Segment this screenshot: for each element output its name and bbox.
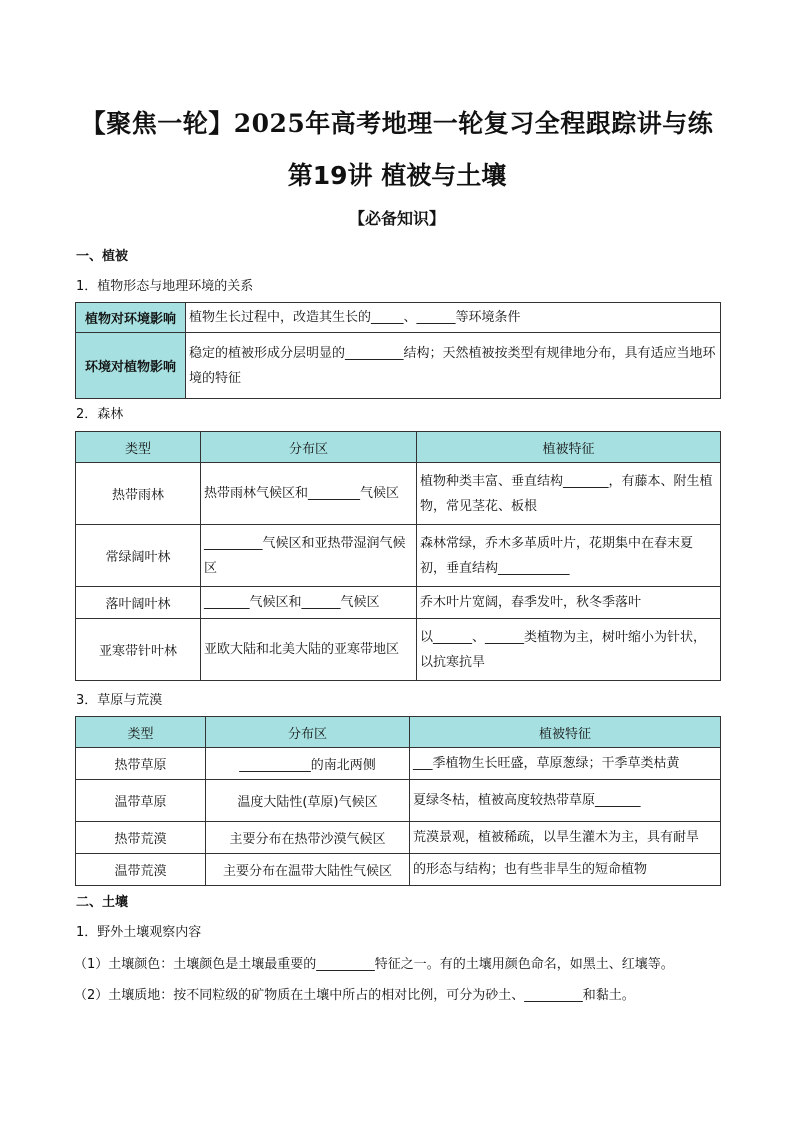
row-content: 植物生长过程中，改造其生长的_____、______等环境条件 [186,303,721,333]
table-row [76,780,721,822]
document-title: 【聚焦一轮】2025年高考地理一轮复习全程跟踪讲与练 [80,109,714,138]
table-cell: 热带雨林 [76,463,201,525]
column-header: 类型 [76,432,201,463]
forest-table [75,431,721,681]
plant-environment-table [75,302,721,399]
section-subtitle: 【必备知识】 [348,209,445,228]
lecture-title: 第19讲 植被与土壤 [287,161,507,190]
table-cell: 温带荒漠 [76,854,206,886]
table-cell: 夏绿冬枯，植被高度较热带草原_______ [410,780,721,822]
table-row [76,463,721,525]
table-cell: ___________的南北两侧 [206,748,410,780]
heading-soil: 二、土壤 [76,895,129,910]
table-cell: _________气候区和亚热带湿润气候区 [201,525,417,587]
row-content: 稳定的植被形成分层明显的_________结构；天然植被按类型有规律地分布，具有适应当地环境的特征 [186,333,721,399]
column-header: 植被特征 [417,432,721,463]
table-cell: 温带草原 [76,780,206,822]
row-label: 环境对植物影响 [76,333,186,399]
row-label: 植物对环境影响 [76,303,186,333]
subheading-plant-form: 1．植物形态与地理环境的关系 [76,279,254,294]
table-cell: 落叶阔叶林 [76,587,201,619]
grassland-desert-table [75,716,721,886]
paragraph-soil-color: （1）土壤颜色：土壤颜色是土壤最重要的_________特征之一。有的土壤用颜色命名，如黑土、红壤等。 [74,957,674,972]
table-cell: 温度大陆性(草原)气候区 [206,780,410,822]
table-cell: 主要分布在热带沙漠气候区 [206,822,410,854]
table-cell: 亚欧大陆和北美大陆的亚寒带地区 [201,619,417,681]
table-cell: 乔木叶片宽阔，春季发叶，秋冬季落叶 [417,587,721,619]
column-header: 类型 [76,717,206,748]
subheading-forest: 2．森林 [76,407,124,422]
table-cell: 以______、______类植物为主，树叶缩小为针状，以抗寒抗旱 [417,619,721,681]
table-header-row [76,432,721,463]
subheading-soil-observation: 1．野外土壤观察内容 [76,925,202,940]
table-row [76,619,721,681]
table-row [76,587,721,619]
heading-vegetation: 一、植被 [76,249,129,264]
table-cell: 常绿阔叶林 [76,525,201,587]
table-cell: 主要分布在温带大陆性气候区 [206,854,410,886]
column-header: 分布区 [206,717,410,748]
table-cell: 植物种类丰富、垂直结构_______，有藤本、附生植物，常见茎花、板根 [417,463,721,525]
table-cell: 热带草原 [76,748,206,780]
table-cell: 荒漠景观，植被稀疏，以旱生灌木为主，具有耐旱 [410,822,721,854]
table-cell: _______气候区和______气候区 [201,587,417,619]
table-cell: 森林常绿，乔木多革质叶片，花期集中在春末夏初，垂直结构___________ [417,525,721,587]
table-cell: ___季植物生长旺盛，草原葱绿；干季草类枯黄 [410,748,721,780]
table-row [76,525,721,587]
table-row [76,854,721,886]
table-cell: 热带雨林气候区和________气候区 [201,463,417,525]
table-row [76,333,721,399]
table-cell: 的形态与结构；也有些非旱生的短命植物 [410,854,721,886]
subheading-grassland-desert: 3．草原与荒漠 [76,693,163,708]
column-header: 植被特征 [410,717,721,748]
table-row [76,303,721,333]
table-header-row [76,717,721,748]
table-cell: 亚寒带针叶林 [76,619,201,681]
column-header: 分布区 [201,432,417,463]
paragraph-soil-texture: （2）土壤质地：按不同粒级的矿物质在土壤中所占的相对比例，可分为砂土、_________和黏土。 [74,988,635,1003]
table-row [76,822,721,854]
table-cell: 热带荒漠 [76,822,206,854]
table-row [76,748,721,780]
